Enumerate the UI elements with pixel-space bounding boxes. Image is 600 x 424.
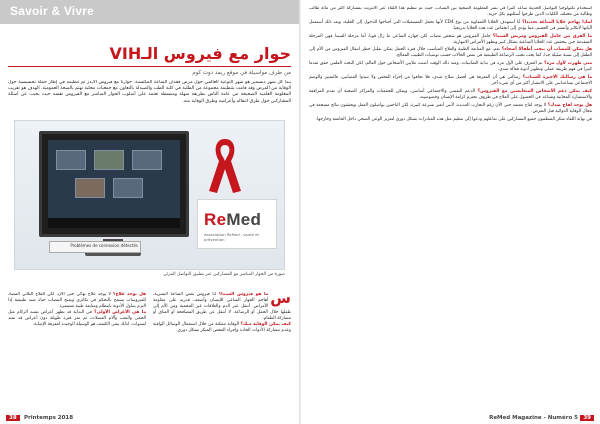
qa-block: [309, 6, 592, 18]
qa-block: [309, 34, 592, 46]
question: ما هي رسالتك الأخيرة للشباب؟: [522, 75, 592, 81]
magazine-label: ReMed Magazine - Numéro 5: [489, 415, 578, 421]
answer: رسالتي هي أن المعرفة هي أفضل سلاح ضدي، فلا تخافوا من إجراء الفحص ولا تنبذوا المصابين، فالتمييز والوصم الاجتماعي يساعدانني على الانتشار أكثر من أي شيء آخر.: [309, 75, 592, 86]
question: هل يوجد لقاح ضدك؟: [547, 102, 592, 108]
article-columns: [8, 292, 291, 410]
video-call-screen: [48, 140, 180, 228]
page-number: 39: [580, 415, 594, 421]
drop-cap: س: [270, 292, 291, 307]
photo-caption: صورة من الحوار المباشر مع المشاركين عبر تطبيق التواصل المرئي: [163, 272, 285, 277]
question: ما هو فيروس السيدا؟: [218, 292, 269, 297]
section-title: Savoir & Vivre: [10, 4, 94, 18]
question: ما الفرق بين حامل الفيروس ومريض السيدا؟: [492, 33, 592, 39]
section-header: [0, 0, 299, 24]
remed-logo: ReMed Association ReMed - santé et prévention: [197, 199, 277, 249]
answer: أنا فيروس نقص المناعة البشرية، أهاجم الجهاز المناعي للإنسان وأضعف قدرته على مقاومة الأمراض. أنتقل عبر الدم والعلاقات غير المحمية ومن الأم إلى طفلها خلال الحمل أو الرضاعة. لا أنتقل عن طريق المصافحة أو العناق أو مشاركة الطعام.: [153, 292, 291, 321]
answer: في البداية قد تظهر أعراض تشبه الزكام مثل الحمى والتعب وآلام العضلات، ثم تمر فترة طويلة دون أعراض قد تمتد لسنوات، لذلك يبقى الكشف هو الوسيلة الوحيدة لمعرفة الإصابة.: [8, 310, 146, 327]
question: ما هي الأعراض الأولى؟: [94, 310, 146, 315]
issue-label: Printemps 2018: [24, 415, 74, 421]
qa-block: [309, 20, 592, 32]
monitor: [39, 131, 189, 237]
question: كيف يمكن دعم الأشخاص المتعايشين مع الفيروس؟: [477, 88, 592, 94]
article-photo: [14, 120, 285, 270]
qa-block: [309, 117, 592, 123]
video-tile: [94, 150, 124, 170]
article-intro: يبدأ كل شهر ديسمبر هو شهر التوعية العالمي حول مرض فقدان المناعة المكتسبة. حوارنا مع فيروس الايدز تم تنظيمه في إطار حملة تحسيسية حول الوقاية من المرض وقد قامت بتنظيمه مجموعة من الطلبة في كلية الطب والصيدلة بالتعاون مع جمعيات محلية تهتم بالصحة العمومية. الهدف هو تقريب المعلومة العلمية الصحيحة من عامة الناس بطريقة سهلة ومبسطة تعتمد على أسلوب الحوار المباشر مع الفيروس نفسه حيث يجيب عن أسئلة المشاركين حول طرق انتقاله وأعراضه وطرق الوقاية منه.: [8, 80, 291, 104]
left-footer: [0, 414, 299, 424]
article-byline: من طرف مواسيلة في موقع ريمد دوت كوم: [192, 70, 291, 76]
answer: الوقاية ممكنة من خلال استعمال الوسائل الواقية وعدم مشاركة الأدوات الحادة وإجراء الفحص المبكر بشكل دوري.: [153, 322, 291, 333]
article-title: حوار مع فيروس الـVIH: [109, 44, 291, 63]
answer: تم التعرف علي لأول مرة في بداية الثمانينات، ومنذ ذلك الوقت أصبت ملايين الأشخاص حول العالم، لكن البحث العلمي حقق تقدما كبيرا في فهم طريقة عملي وتطوير أدوية فعالة ضدي.: [309, 61, 592, 73]
qa-block: [309, 61, 592, 73]
right-article-text: [309, 6, 592, 410]
answer: لا يوجد لقاح معتمد حتى الآن رغم التجارب العديدة، لأنني أتغير بسرعة كبيرة، لكن الباحثين يواصلون العمل ويحققون نتائج مشجعة في مجال الوقاية الدوائية قبل التعرض.: [309, 102, 592, 114]
video-tile: [132, 150, 162, 170]
qa-block: [309, 47, 592, 59]
answer: استخدام تكنولوجيا التواصل الحديثة ساعد كثيرا في نشر المعلومة الصحية بين الشباب، حيث تم تنظيم هذا اللقاء عبر الانترنت بمشاركة أكثر من مائة طالب وطالبة من مختلف الكليات الذين طرحوا أسئلتهم بكل حرية.: [309, 6, 592, 17]
qa-block: [309, 75, 592, 87]
answer: لا يوجد علاج نهائي حتى الآن، لكن العلاج الثلاثي المضاد للفيروسات يسمح بالتحكم في تكاثري ويمنح المصاب حياة شبه طبيعية إذا التزم بتناول الأدوية بانتظام ومتابعة طبية مستمرة.: [8, 292, 146, 309]
answer: في نهاية اللقاء شكر المنظمون جميع المشاركين على تفاعلهم ودعوا إلى تنظيم مثل هذه المبادرات بشكل دوري لتعزيز الوعي الصحي داخل الجامعة وخارجها.: [315, 116, 592, 122]
screen-dialog: Problèmes de connexion détectés: [49, 241, 141, 253]
right-page: [301, 0, 600, 424]
video-tile: [56, 150, 86, 170]
answer: أنا أستهدف الخلايا اللمفاوية من نوع CD4 لأنها تحمل المستقبلات التي أحتاجها للدخول إلى الخلية، وبعد ذلك أستعمل آلياتها لأتكاثر وأنتشر في الجسم، مما يؤدي إلى انخفاض عدد هذه الخلايا تدريجيا.: [309, 19, 592, 31]
column-right: [153, 292, 291, 410]
question: كيف يمكن الوقاية منك؟: [240, 322, 291, 327]
answer: نعم، مع المتابعة الطبية والعلاج المناسب خلال فترة الحمل يمكن تقليل خطر انتقال الفيروس من الأم إلى الطفل إلى نسبة ضئيلة جدا، كما يجب تجنب الرضاعة الطبيعية في بعض الحالات حسب توصيات الطبيب المعالج.: [309, 47, 592, 59]
question: هل يوجد علاج؟: [112, 292, 146, 297]
video-tile: [75, 178, 105, 198]
column-left: [8, 292, 146, 410]
left-page: [0, 0, 299, 424]
answer: الدعم النفسي والاجتماعي أساسي، ويمكن للجمعيات والمراكز الصحية أن تقدم المرافقة والاستشارة المجانية وتساعد في الحصول على العلاج في ظروف تحترم كرامة الإنسان وخصوصيته.: [309, 88, 592, 100]
red-ribbon-icon: [205, 135, 245, 195]
call-toolbar: [48, 218, 180, 228]
page-number: 38: [6, 415, 20, 421]
video-tile: [113, 178, 143, 198]
question: هل يمكن للمصاب أن ينجب أطفالا أصحاء؟: [501, 47, 592, 53]
answer: حامل الفيروس هو شخص مصاب لكن جهازه المناعي ما زال قويا، أما مرحلة السيدا فهي المرحلة المتقدمة حين ينخفض عدد الخلايا المناعية بشكل كبير وتظهر الأمراض الانتهازية.: [309, 33, 592, 45]
qa-block: [309, 89, 592, 101]
right-footer: [301, 414, 600, 424]
qa-block: [309, 103, 592, 115]
question: لماذا تهاجم خلايا المناعة تحديدا؟: [522, 19, 592, 25]
question: متى ظهرت لأول مرة؟: [544, 61, 592, 67]
logo-tagline: Association ReMed - santé et prévention: [204, 232, 260, 242]
title-rule: [8, 66, 291, 67]
